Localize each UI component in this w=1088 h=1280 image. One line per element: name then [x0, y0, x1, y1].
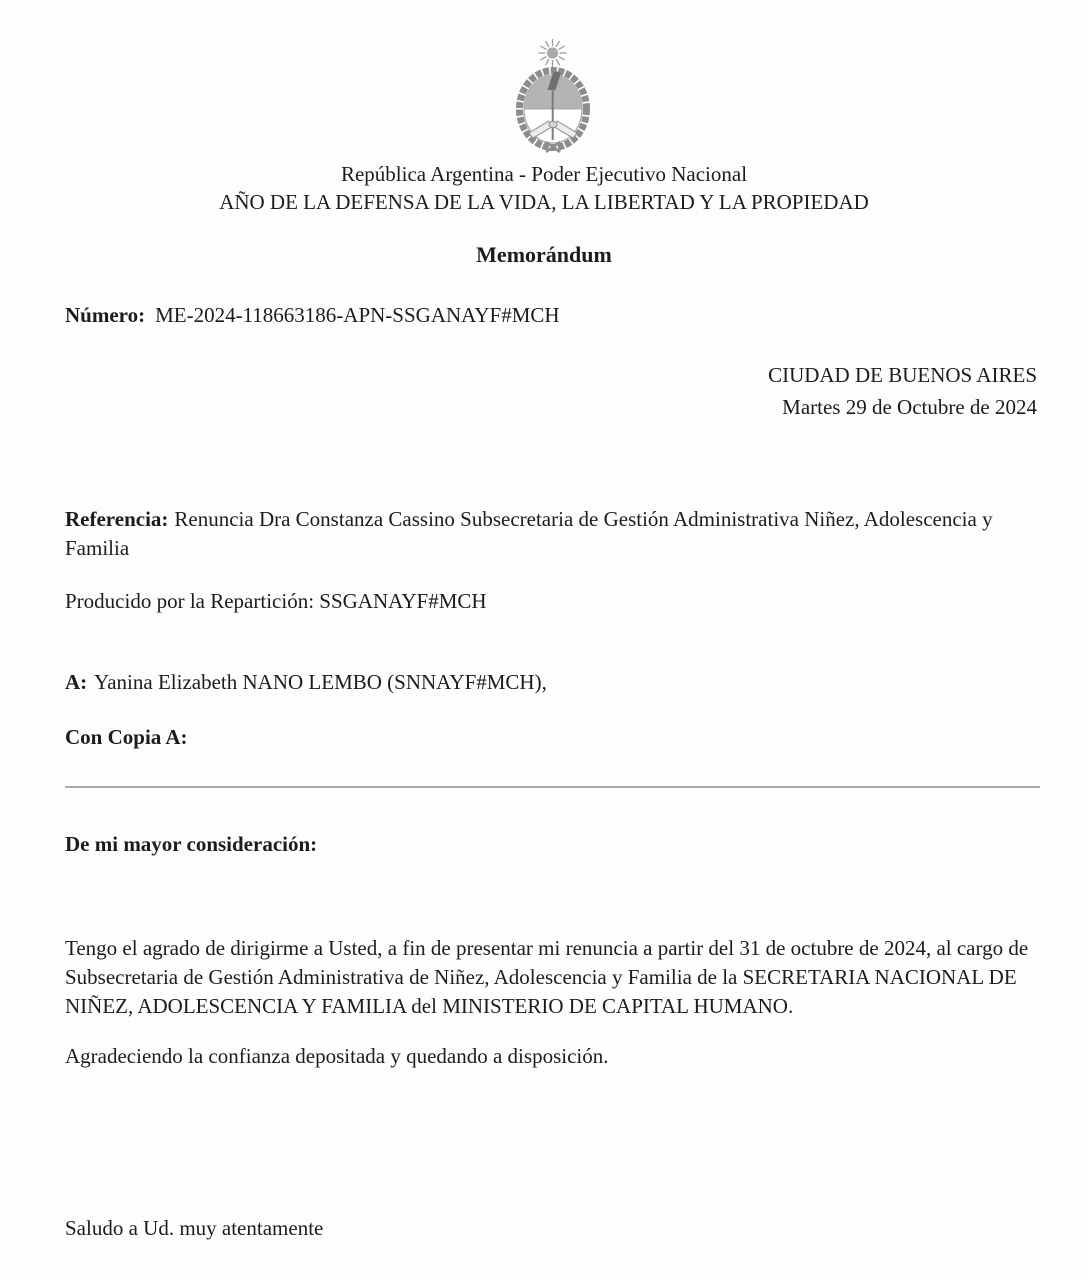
sun-face [547, 47, 558, 58]
body-paragraph-1: Tengo el agrado de dirigirme a Usted, a fin de presentar mi renuncia a partir del 31 de octubre de 2024, al cargo de Subsecretaria de Gestión Administrativa de Niñez, Adolescencia y Familia de la SECRETARIA NACIONAL DE NIÑEZ, ADOLESCENCIA Y FAMILIA del MINISTERIO DE CAPITAL HUMANO. [65, 936, 1029, 1018]
reference-row [65, 505, 1023, 563]
produced-by-line: Producido por la Repartición: SSGANAYF#MCH [65, 589, 487, 613]
reference-label: Referencia: [65, 507, 169, 531]
number-value: ME-2024-118663186-APN-SSGANAYF#MCH [155, 303, 560, 327]
salutation-line: De mi mayor consideración: [65, 832, 318, 856]
closing-line: Saludo a Ud. muy atentamente [65, 1216, 324, 1240]
recipient-row [65, 668, 547, 697]
reference-value: Renuncia Dra Constanza Cassino Subsecretaria de Gestión Administrativa Niñez, Adolescencia y Familia [65, 507, 993, 560]
recipient-label: A: [65, 670, 88, 694]
header-year-motto: AÑO DE LA DEFENSA DE LA VIDA, LA LIBERTAD Y LA PROPIEDAD [219, 190, 869, 214]
header-org-line: República Argentina - Poder Ejecutivo Nacional [340, 162, 748, 186]
recipient-value: Yanina Elizabeth NANO LEMBO (SNNAYF#MCH), [94, 670, 547, 694]
separator-line [65, 786, 1040, 788]
document-number-row [65, 301, 560, 330]
document-type-title: Memorándum [476, 242, 612, 267]
carbon-copy-label: Con Copia A: [65, 725, 188, 749]
date-line: Martes 29 de Octubre de 2024 [782, 395, 1037, 419]
argentina-coat-of-arms-icon [505, 36, 601, 156]
number-label: Número: [65, 303, 146, 327]
place-line: CIUDAD DE BUENOS AIRES [768, 363, 1037, 387]
body-paragraph-2: Agradeciendo la confianza depositada y quedando a disposición. [65, 1044, 609, 1068]
